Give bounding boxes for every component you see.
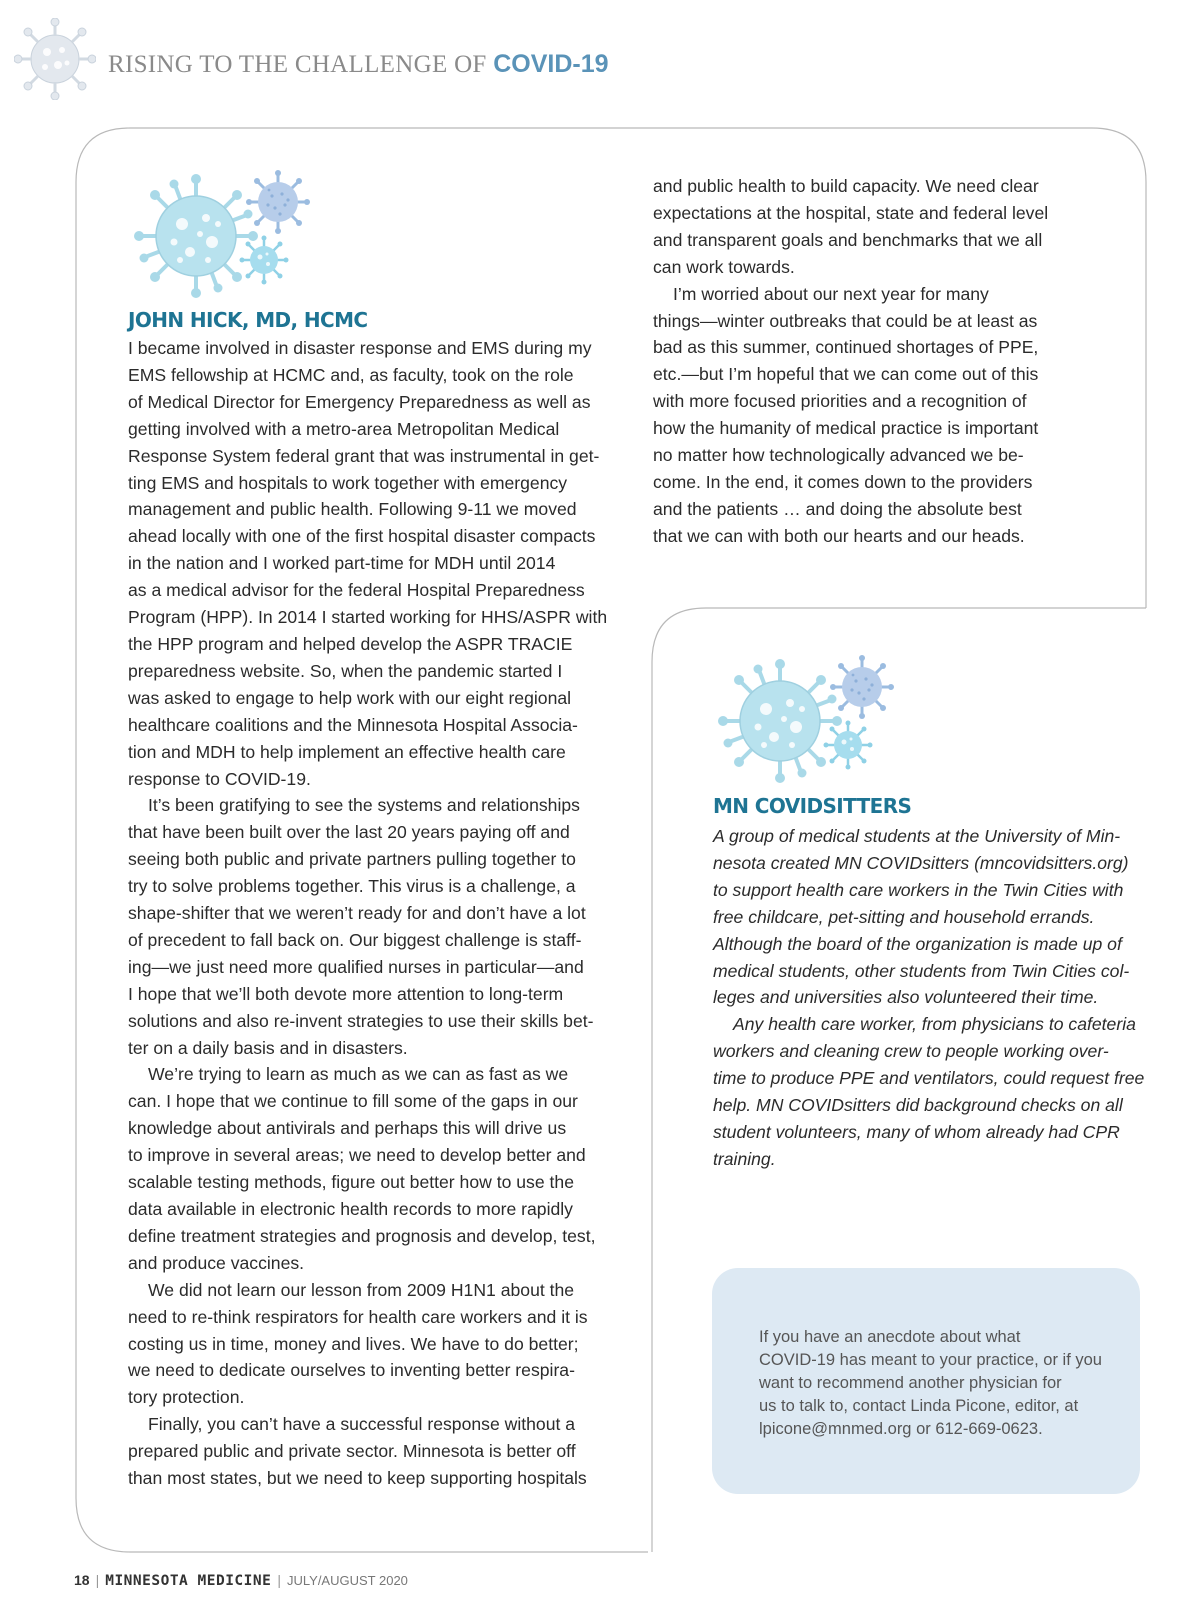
text-line: of precedent to fall back on. Our biggest challenge is staff- (128, 929, 582, 950)
text-line: define treatment strategies and prognosis and develop, test, (128, 1225, 596, 1246)
text-line: and public health to build capacity. We need clear (653, 176, 1039, 196)
text-line: ahead locally with one of the first hospital disaster compacts (128, 526, 596, 547)
text-line: medical students, other students from Twin Cities col- (713, 960, 1130, 981)
text-line: student volunteers, many of whom already had CPR (713, 1121, 1120, 1142)
text-line: the HPP program and helped develop the ASPR TRACIE (128, 633, 573, 654)
text-line: of Medical Director for Emergency Preparedness as well as (128, 391, 591, 412)
text-line: solutions and also re-invent strategies to use their skills bet- (128, 1010, 594, 1031)
text-line: leges and universities also volunteered their time. (713, 987, 1099, 1008)
text-line: ing—we just need more qualified nurses in particular—and (128, 956, 584, 977)
issue-date: JULY/AUGUST 2020 (287, 1573, 408, 1588)
virus-illustration (718, 655, 908, 785)
magazine-name: MINNESOTA MEDICINE (105, 1573, 272, 1589)
text-line: prepared public and private sector. Minnesota is better off (128, 1441, 576, 1462)
text-line: can work towards. (653, 256, 795, 277)
text-line: knowledge about antivirals and perhaps this will drive us (128, 1118, 567, 1139)
text-line: Program (HPP). In 2014 I started working for HHS/ASPR with (128, 607, 608, 628)
text-line: to support health care workers in the Twin Cities with (713, 879, 1124, 900)
text-line: come. In the end, it comes down to the providers (653, 471, 1033, 492)
section-title-emphasis: COVID-19 (493, 50, 609, 78)
text-line: help. MN COVIDsitters did background checks on all (713, 1095, 1123, 1116)
text-line: Finally, you can’t have a successful response without a (148, 1414, 576, 1435)
john-hick-heading: JOHN HICK, MD, HCMC (128, 308, 368, 332)
text-line: try to solve problems together. This virus is a challenge, a (128, 876, 576, 897)
text-line: management and public health. Following 9-11 we moved (128, 499, 577, 520)
text-line: COVID-19 has meant to your practice, or if you (759, 1351, 1102, 1369)
john-hick-text (128, 335, 628, 1492)
text-line: can. I hope that we continue to fill some of the gaps in our (128, 1091, 578, 1112)
text-line: training. (713, 1148, 776, 1169)
text-line: than most states, but we need to keep supporting hospitals (128, 1468, 587, 1489)
text-line: We did not learn our lesson from 2009 H1N1 about the (148, 1279, 575, 1300)
contact-callout-text (759, 1326, 1119, 1441)
text-line: scalable testing methods, figure out better how to use the (128, 1172, 574, 1193)
text-line: as a medical advisor for the federal Hospital Preparedness (128, 580, 585, 601)
text-line: in the nation and I worked part-time for MDH until 2014 (128, 553, 556, 574)
text-line: was asked to engage to help work with our eight regional (128, 687, 572, 708)
text-line: tion and MDH to help implement an effective health care (128, 741, 566, 762)
text-line: to improve in several areas; we need to develop better and (128, 1145, 586, 1166)
text-line: healthcare coalitions and the Minnesota Hospital Associa- (128, 714, 578, 735)
text-line: with more focused priorities and a recognition of (653, 391, 1027, 412)
virus-illustration (134, 170, 324, 300)
text-line: shape-shifter that we weren’t ready for and don’t have a lot (128, 903, 586, 924)
text-line: ting EMS and hospitals to work together with emergency (128, 472, 568, 493)
text-line: EMS fellowship at HCMC and, as faculty, took on the role (128, 364, 574, 385)
text-line: that have been built over the last 20 years paying off and (128, 822, 570, 843)
text-line: free childcare, pet-sitting and household errands. (713, 906, 1095, 927)
text-line: A group of medical students at the University of Min- (713, 826, 1121, 846)
text-line: preparedness website. So, when the pandemic started I (128, 660, 563, 681)
text-line: tory protection. (128, 1387, 245, 1408)
text-line: ter on a daily basis and in disasters. (128, 1037, 408, 1058)
text-line: want to recommend another physician for (759, 1374, 1062, 1392)
john-hick-continued-text (653, 173, 1123, 550)
text-line: It’s been gratifying to see the systems and relationships (148, 795, 580, 816)
text-line: etc.—but I’m hopeful that we can come out of this (653, 364, 1039, 385)
text-line: If you have an anecdote about what (759, 1328, 1021, 1346)
text-line: lpicone@mnmed.org or 612-669-0623. (759, 1420, 1043, 1438)
text-line: and produce vaccines. (128, 1252, 305, 1273)
text-line: I’m worried about our next year for many (673, 283, 989, 304)
text-line: getting involved with a metro-area Metropolitan Medical (128, 418, 560, 439)
text-line: and transparent goals and benchmarks that we all (653, 229, 1043, 250)
text-line: that we can with both our hearts and our heads. (653, 525, 1025, 546)
text-line: Although the board of the organization is made up of (713, 933, 1122, 954)
text-line: no matter how technologically advanced we be- (653, 445, 1024, 466)
text-line: Response System federal grant that was instrumental in get- (128, 445, 600, 466)
text-line: seeing both public and private partners pulling together to (128, 849, 576, 870)
text-line: things—winter outbreaks that could be at least as (653, 310, 1038, 331)
text-line: I became involved in disaster response and EMS during my (128, 338, 592, 358)
text-line: need to re-think respirators for health care workers and it is (128, 1306, 588, 1327)
text-line: I hope that we’ll both devote more attention to long-term (128, 983, 564, 1004)
text-line: workers and cleaning crew to people working over- (713, 1041, 1109, 1062)
text-line: time to produce PPE and ventilators, could request free (713, 1068, 1145, 1089)
text-line: bad as this summer, continued shortages of PPE, (653, 337, 1039, 358)
text-line: response to COVID-19. (128, 768, 311, 789)
text-line: data available in electronic health records to more rapidly (128, 1199, 573, 1219)
text-line: and the patients … and doing the absolute best (653, 498, 1022, 519)
text-line: nesota created MN COVIDsitters (mncovidsitters.org) (713, 852, 1129, 873)
section-title: RISING TO THE CHALLENGE OF COVID-19 (108, 50, 609, 78)
text-line: We’re trying to learn as much as we can as fast as we (148, 1064, 569, 1085)
text-line: Any health care worker, from physicians to cafeteria (733, 1014, 1136, 1035)
text-line: expectations at the hospital, state and federal level (653, 202, 1049, 223)
text-line: we need to dedicate ourselves to inventing better respira- (128, 1360, 575, 1381)
mn-covidsitters-text (713, 823, 1143, 1173)
text-line: costing us in time, money and lives. We have to do better; (128, 1333, 579, 1354)
text-line: how the humanity of medical practice is important (653, 418, 1039, 439)
mn-covidsitters-heading: MN COVIDSITTERS (713, 794, 912, 818)
text-line: us to talk to, contact Linda Picone, editor, at (759, 1397, 1079, 1415)
page-footer: 18 | MINNESOTA MEDICINE | JULY/AUGUST 2020 (74, 1572, 408, 1589)
page-number: 18 (74, 1572, 90, 1588)
